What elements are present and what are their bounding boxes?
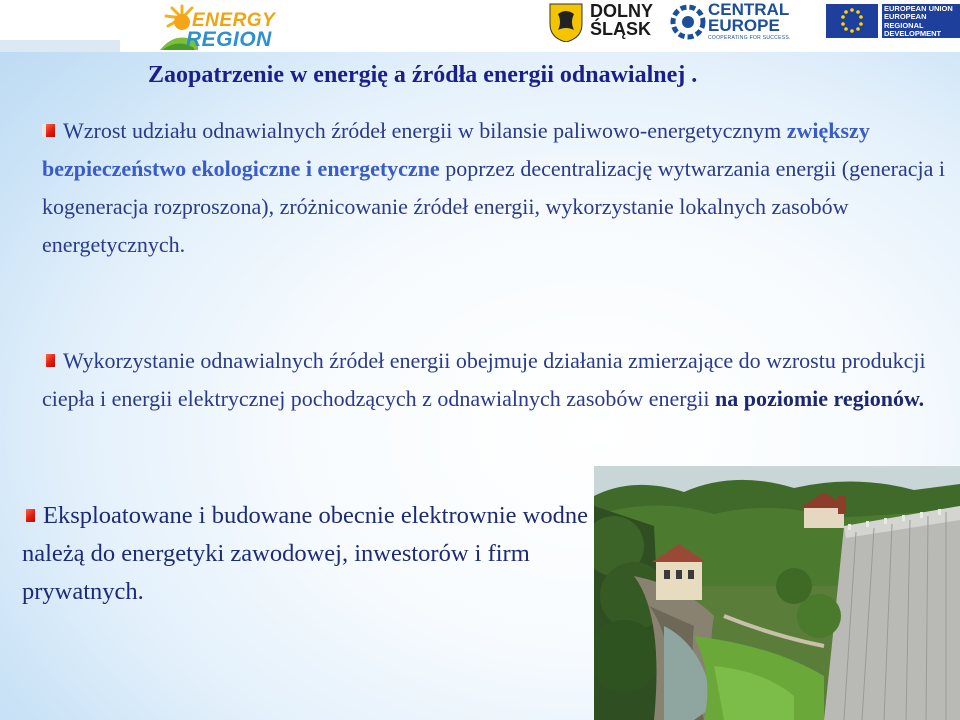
central-europe-logo <box>670 2 800 44</box>
dam-photo <box>594 466 960 720</box>
eu-flag-icon <box>826 4 878 38</box>
central-europe-text: CENTRAL EUROPE <box>708 0 790 35</box>
bullet-icon <box>22 509 35 522</box>
eu-logo <box>826 2 960 47</box>
paragraph-1 <box>42 112 954 264</box>
paragraph-2-text-a: Wykorzystanie odnawialnych źródeł energii obejmuje działania zmierzające do wzrostu produkcji ciepła i energii elektrycznej pochodzących z odnawialnych zasobów energii <box>42 348 926 411</box>
central-europe-emblem-icon <box>670 4 706 40</box>
paragraph-1-text-b: poprzez decentralizację wytwarzania energii (generacja i kogeneracja rozproszona), zróżnicowanie źródeł energii, wykorzystanie lokalnych zasobów energetycznych. <box>42 156 945 257</box>
energy-region-logo <box>158 2 278 52</box>
central-europe-tagline: COOPERATING FOR SUCCESS. <box>708 35 791 41</box>
dolny-slask-logo <box>548 2 666 44</box>
paragraph-3-text: Eksploatowane i budowane obecnie elektrownie wodne należą do energetyki zawodowej, inwestorów i firm prywatnych. <box>22 502 588 605</box>
paragraph-1-text-a: Wzrost udziału odnawialnych źródeł energii w bilansie paliwowo-energetycznym <box>63 118 787 143</box>
header-bar <box>0 0 960 52</box>
paragraph-2-bold: na poziomie regionów. <box>714 386 925 411</box>
bullet-icon <box>42 124 55 137</box>
bullet-icon <box>42 354 55 367</box>
dolny-slask-text: DOLNY ŚLĄSK <box>590 1 653 39</box>
paragraph-2 <box>42 342 957 418</box>
paragraph-1-highlight: zwiększy bezpieczeństwo ekologiczne i energetyczne <box>42 118 870 181</box>
eu-text: EUROPEAN UNION EUROPEAN REGIONAL DEVELOPMENT FUND <box>882 4 960 38</box>
paragraph-3 <box>22 497 592 611</box>
energy-logo-line2: REGION <box>186 28 272 51</box>
coat-of-arms-icon <box>548 2 584 42</box>
energy-logo-line1: ENERGY <box>192 10 276 31</box>
header-accent-line <box>0 40 120 52</box>
slide-title: Zaopatrzenie w energię a źródła energii odnawialnej . <box>148 62 698 88</box>
